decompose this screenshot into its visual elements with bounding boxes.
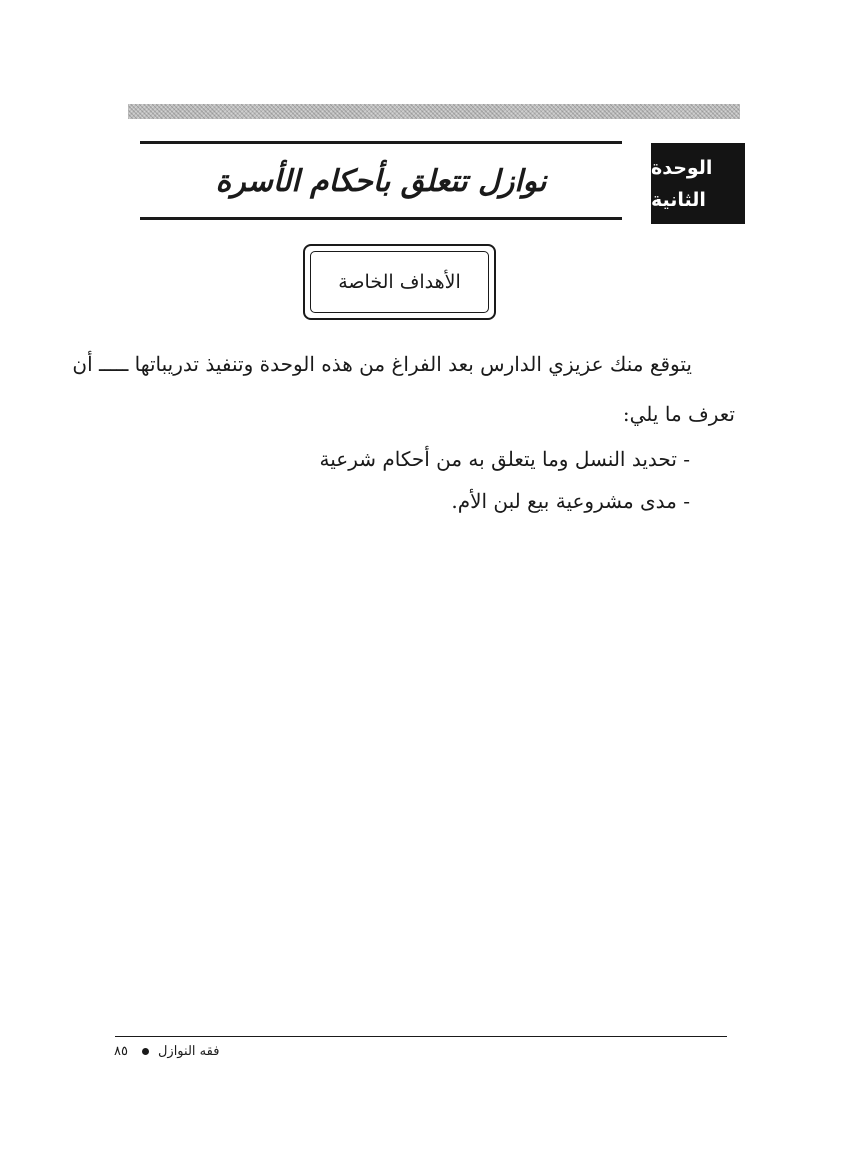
goal-item-2: - مدى مشروعية بيع لبن الأم. [451, 489, 690, 513]
intro-text-line1: يتوقع منك عزيزي الدارس بعد الفراغ من هذه الوحدة وتنفيذ تدريباتها ـــــ أن [72, 352, 692, 376]
footer-rule [115, 1036, 727, 1037]
bullet-dot-icon [142, 1048, 149, 1055]
objectives-heading-box [303, 244, 496, 320]
unit-title: نوازل تتعلق بأحكام الأسرة [215, 163, 547, 199]
page-number: ٨٥ [114, 1044, 128, 1059]
title-top-rule [140, 141, 622, 144]
title-bottom-rule [140, 217, 622, 220]
unit-badge [651, 143, 745, 224]
header-pattern-band [128, 104, 740, 119]
footer-book-title: فقه النوازل [157, 1044, 220, 1059]
unit-badge-line1: الوحدة [651, 156, 713, 179]
unit-badge-line2: الثانية [651, 188, 706, 211]
intro-text-line2: تعرف ما يلي: [622, 402, 735, 426]
goal-item-1: - تحديد النسل وما يتعلق به من أحكام شرعية [319, 447, 690, 471]
objectives-heading: الأهداف الخاصة [310, 251, 489, 313]
page-footer [114, 1044, 219, 1059]
